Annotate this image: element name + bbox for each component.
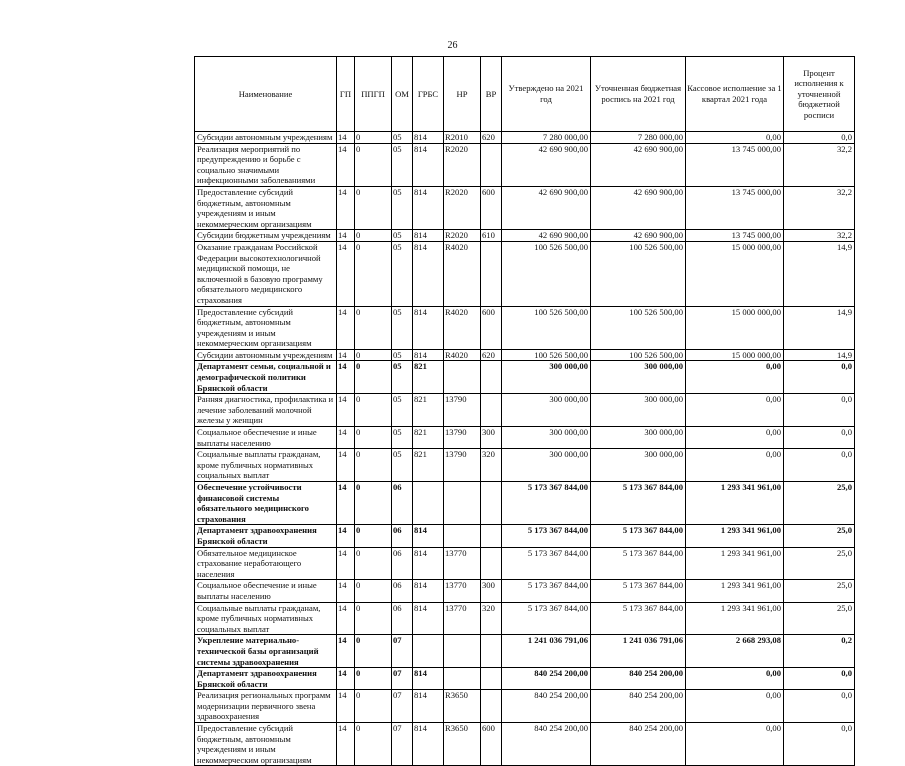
cell-om: 07: [392, 635, 413, 668]
cell-name: Департамент здравоохранения Брянской области: [195, 525, 337, 547]
cell-approved: 1 241 036 791,06: [502, 635, 591, 668]
cell-percent: 0,2: [784, 635, 855, 668]
cell-approved: 300 000,00: [502, 361, 591, 394]
cell-om: 07: [392, 668, 413, 690]
cell-refined: 5 173 367 844,00: [591, 525, 686, 547]
cell-percent: 0,0: [784, 449, 855, 482]
cell-gp: 14: [337, 547, 355, 580]
cell-approved: 7 280 000,00: [502, 132, 591, 144]
table-row: [195, 143, 855, 186]
cell-om: 07: [392, 723, 413, 766]
cell-approved: 300 000,00: [502, 427, 591, 449]
cell-ppgp: 0: [355, 668, 392, 690]
cell-grbs: 814: [413, 132, 444, 144]
cell-om: 05: [392, 306, 413, 349]
cell-vr: [481, 361, 502, 394]
cell-nr: 13770: [444, 580, 481, 602]
cell-cash: 1 293 341 961,00: [686, 602, 784, 635]
col-header-cash: Кассовое исполнение за 1 квартал 2021 года: [686, 57, 784, 132]
cell-nr: 13790: [444, 449, 481, 482]
cell-vr: [481, 668, 502, 690]
col-header-approved: Утверждено на 2021 год: [502, 57, 591, 132]
cell-approved: 5 173 367 844,00: [502, 602, 591, 635]
cell-refined: 840 254 200,00: [591, 690, 686, 723]
col-header-vr: ВР: [481, 57, 502, 132]
cell-grbs: 821: [413, 427, 444, 449]
cell-refined: 42 690 900,00: [591, 143, 686, 186]
cell-cash: 2 668 293,08: [686, 635, 784, 668]
cell-ppgp: 0: [355, 143, 392, 186]
cell-cash: 0,00: [686, 427, 784, 449]
table-row: [195, 349, 855, 361]
cell-om: 07: [392, 690, 413, 723]
table-row: [195, 427, 855, 449]
cell-vr: 300: [481, 580, 502, 602]
cell-refined: 100 526 500,00: [591, 241, 686, 306]
cell-refined: 300 000,00: [591, 427, 686, 449]
cell-cash: 0,00: [686, 361, 784, 394]
cell-nr: 13790: [444, 394, 481, 427]
cell-name: Департамент семьи, социальной и демографической политики Брянской области: [195, 361, 337, 394]
cell-om: 05: [392, 186, 413, 229]
cell-name: Предоставление субсидий бюджетным, автономным учреждениям и иным некоммерческим организациям: [195, 723, 337, 766]
cell-percent: 0,0: [784, 427, 855, 449]
cell-refined: 5 173 367 844,00: [591, 602, 686, 635]
cell-gp: 14: [337, 306, 355, 349]
cell-grbs: 814: [413, 547, 444, 580]
cell-grbs: 814: [413, 241, 444, 306]
cell-vr: 600: [481, 186, 502, 229]
cell-refined: 100 526 500,00: [591, 306, 686, 349]
col-header-name: Наименование: [195, 57, 337, 132]
cell-vr: [481, 482, 502, 525]
cell-cash: 1 293 341 961,00: [686, 547, 784, 580]
cell-cash: 1 293 341 961,00: [686, 525, 784, 547]
cell-om: 05: [392, 230, 413, 242]
cell-grbs: 814: [413, 186, 444, 229]
cell-vr: [481, 547, 502, 580]
cell-grbs: 814: [413, 668, 444, 690]
col-header-grbs: ГРБС: [413, 57, 444, 132]
cell-name: Субсидии бюджетным учреждениям: [195, 230, 337, 242]
cell-vr: [481, 394, 502, 427]
cell-gp: 14: [337, 525, 355, 547]
col-header-gp: ГП: [337, 57, 355, 132]
cell-vr: [481, 241, 502, 306]
cell-om: 05: [392, 449, 413, 482]
cell-approved: 42 690 900,00: [502, 186, 591, 229]
cell-approved: 100 526 500,00: [502, 306, 591, 349]
cell-vr: 600: [481, 723, 502, 766]
cell-om: 05: [392, 349, 413, 361]
cell-percent: 0,0: [784, 132, 855, 144]
cell-gp: 14: [337, 349, 355, 361]
cell-grbs: 814: [413, 230, 444, 242]
cell-approved: 840 254 200,00: [502, 690, 591, 723]
cell-percent: 32,2: [784, 143, 855, 186]
cell-grbs: 814: [413, 143, 444, 186]
table-row: [195, 690, 855, 723]
cell-gp: 14: [337, 668, 355, 690]
cell-gp: 14: [337, 132, 355, 144]
cell-approved: 100 526 500,00: [502, 349, 591, 361]
cell-approved: 840 254 200,00: [502, 723, 591, 766]
cell-nr: R2020: [444, 230, 481, 242]
cell-ppgp: 0: [355, 525, 392, 547]
cell-percent: 0,0: [784, 361, 855, 394]
cell-refined: 5 173 367 844,00: [591, 547, 686, 580]
cell-grbs: [413, 482, 444, 525]
cell-grbs: 821: [413, 394, 444, 427]
cell-nr: R3650: [444, 690, 481, 723]
cell-percent: 14,9: [784, 349, 855, 361]
cell-nr: 13770: [444, 602, 481, 635]
cell-gp: 14: [337, 186, 355, 229]
table-row: [195, 602, 855, 635]
cell-grbs: 821: [413, 449, 444, 482]
cell-gp: 14: [337, 143, 355, 186]
cell-approved: 42 690 900,00: [502, 143, 591, 186]
cell-approved: 300 000,00: [502, 394, 591, 427]
cell-name: Предоставление субсидий бюджетным, автономным учреждениям и иным некоммерческим организациям: [195, 306, 337, 349]
cell-refined: 1 241 036 791,06: [591, 635, 686, 668]
cell-name: Субсидии автономным учреждениям: [195, 349, 337, 361]
cell-name: Социальные выплаты гражданам, кроме публичных нормативных социальных выплат: [195, 449, 337, 482]
table-row: [195, 241, 855, 306]
cell-percent: 25,0: [784, 580, 855, 602]
cell-cash: 15 000 000,00: [686, 306, 784, 349]
cell-gp: 14: [337, 482, 355, 525]
cell-ppgp: 0: [355, 547, 392, 580]
cell-nr: R2020: [444, 186, 481, 229]
cell-name: Оказание гражданам Российской Федерации высокотехнологичной медицинской помощи, не включенной в базовую программу обязательного медицинского страхования: [195, 241, 337, 306]
cell-cash: 0,00: [686, 690, 784, 723]
cell-cash: 13 745 000,00: [686, 230, 784, 242]
cell-nr: R2010: [444, 132, 481, 144]
cell-refined: 300 000,00: [591, 361, 686, 394]
cell-nr: R4020: [444, 306, 481, 349]
cell-nr: R4020: [444, 349, 481, 361]
cell-percent: 25,0: [784, 525, 855, 547]
cell-vr: 610: [481, 230, 502, 242]
table-row: [195, 230, 855, 242]
table-row: [195, 525, 855, 547]
cell-cash: 13 745 000,00: [686, 186, 784, 229]
cell-ppgp: 0: [355, 635, 392, 668]
page-number: 26: [447, 40, 458, 51]
cell-approved: 5 173 367 844,00: [502, 525, 591, 547]
cell-vr: 320: [481, 449, 502, 482]
cell-approved: 300 000,00: [502, 449, 591, 482]
cell-vr: 620: [481, 132, 502, 144]
cell-vr: 300: [481, 427, 502, 449]
cell-percent: 0,0: [784, 394, 855, 427]
cell-om: 06: [392, 482, 413, 525]
cell-percent: 25,0: [784, 547, 855, 580]
cell-grbs: 814: [413, 306, 444, 349]
col-header-percent: Процент исполнения к уточненной бюджетной росписи: [784, 57, 855, 132]
table-row: [195, 723, 855, 766]
cell-refined: 840 254 200,00: [591, 723, 686, 766]
cell-name: Субсидии автономным учреждениям: [195, 132, 337, 144]
cell-nr: R2020: [444, 143, 481, 186]
cell-nr: 13790: [444, 427, 481, 449]
cell-cash: 0,00: [686, 449, 784, 482]
cell-grbs: 821: [413, 361, 444, 394]
cell-cash: 0,00: [686, 723, 784, 766]
cell-ppgp: 0: [355, 449, 392, 482]
cell-grbs: 814: [413, 723, 444, 766]
cell-ppgp: 0: [355, 361, 392, 394]
cell-refined: 100 526 500,00: [591, 349, 686, 361]
cell-refined: 7 280 000,00: [591, 132, 686, 144]
cell-gp: 14: [337, 241, 355, 306]
cell-gp: 14: [337, 427, 355, 449]
cell-refined: 42 690 900,00: [591, 230, 686, 242]
cell-grbs: 814: [413, 602, 444, 635]
table-row: [195, 306, 855, 349]
cell-ppgp: 0: [355, 132, 392, 144]
col-header-nr: НР: [444, 57, 481, 132]
cell-name: Социальные выплаты гражданам, кроме публичных нормативных социальных выплат: [195, 602, 337, 635]
cell-gp: 14: [337, 361, 355, 394]
cell-percent: 32,2: [784, 186, 855, 229]
cell-approved: 5 173 367 844,00: [502, 547, 591, 580]
cell-cash: 0,00: [686, 668, 784, 690]
cell-om: 05: [392, 361, 413, 394]
cell-nr: R3650: [444, 723, 481, 766]
cell-approved: 840 254 200,00: [502, 668, 591, 690]
cell-ppgp: 0: [355, 186, 392, 229]
cell-nr: R4020: [444, 241, 481, 306]
table-row: [195, 580, 855, 602]
table-row: [195, 547, 855, 580]
cell-name: Социальное обеспечение и иные выплаты населению: [195, 580, 337, 602]
cell-ppgp: 0: [355, 306, 392, 349]
cell-grbs: 814: [413, 525, 444, 547]
table-row: [195, 394, 855, 427]
cell-gp: 14: [337, 690, 355, 723]
cell-approved: 5 173 367 844,00: [502, 482, 591, 525]
cell-approved: 5 173 367 844,00: [502, 580, 591, 602]
cell-gp: 14: [337, 394, 355, 427]
cell-nr: 13770: [444, 547, 481, 580]
table-row: [195, 186, 855, 229]
cell-om: 06: [392, 602, 413, 635]
cell-vr: [481, 143, 502, 186]
cell-gp: 14: [337, 635, 355, 668]
col-header-refined: Уточненная бюджетная роспись на 2021 год: [591, 57, 686, 132]
cell-percent: 0,0: [784, 668, 855, 690]
cell-om: 06: [392, 525, 413, 547]
cell-refined: 300 000,00: [591, 394, 686, 427]
cell-om: 05: [392, 132, 413, 144]
cell-om: 06: [392, 580, 413, 602]
cell-cash: 0,00: [686, 132, 784, 144]
cell-cash: 0,00: [686, 394, 784, 427]
col-header-ppgp: ППГП: [355, 57, 392, 132]
cell-ppgp: 0: [355, 427, 392, 449]
cell-refined: 5 173 367 844,00: [591, 580, 686, 602]
header-row: [195, 57, 855, 132]
table-row: [195, 668, 855, 690]
cell-vr: [481, 525, 502, 547]
cell-ppgp: 0: [355, 482, 392, 525]
cell-name: Департамент здравоохранения Брянской области: [195, 668, 337, 690]
cell-ppgp: 0: [355, 580, 392, 602]
cell-ppgp: 0: [355, 723, 392, 766]
cell-name: Реализация мероприятий по предупреждению и борьбе с социально значимыми инфекционными заболеваниями: [195, 143, 337, 186]
cell-percent: 14,9: [784, 306, 855, 349]
cell-name: Социальное обеспечение и иные выплаты населению: [195, 427, 337, 449]
cell-nr: [444, 525, 481, 547]
cell-refined: 5 173 367 844,00: [591, 482, 686, 525]
cell-gp: 14: [337, 602, 355, 635]
cell-ppgp: 0: [355, 394, 392, 427]
cell-ppgp: 0: [355, 230, 392, 242]
cell-nr: [444, 482, 481, 525]
cell-approved: 42 690 900,00: [502, 230, 591, 242]
cell-om: 06: [392, 547, 413, 580]
cell-nr: [444, 361, 481, 394]
cell-gp: 14: [337, 580, 355, 602]
col-header-om: ОМ: [392, 57, 413, 132]
cell-grbs: 814: [413, 580, 444, 602]
cell-om: 05: [392, 427, 413, 449]
cell-nr: [444, 668, 481, 690]
cell-grbs: 814: [413, 349, 444, 361]
cell-vr: 320: [481, 602, 502, 635]
cell-refined: 300 000,00: [591, 449, 686, 482]
cell-ppgp: 0: [355, 602, 392, 635]
cell-percent: 0,0: [784, 690, 855, 723]
table-row: [195, 482, 855, 525]
cell-vr: 620: [481, 349, 502, 361]
cell-name: Ранняя диагностика, профилактика и лечение заболеваний молочной железы у женщин: [195, 394, 337, 427]
cell-vr: [481, 690, 502, 723]
cell-refined: 42 690 900,00: [591, 186, 686, 229]
cell-om: 05: [392, 394, 413, 427]
cell-name: Предоставление субсидий бюджетным, автономным учреждениям и иным некоммерческим организациям: [195, 186, 337, 229]
cell-cash: 15 000 000,00: [686, 241, 784, 306]
cell-om: 05: [392, 241, 413, 306]
cell-name: Обязательное медицинское страхование неработающего населения: [195, 547, 337, 580]
cell-approved: 100 526 500,00: [502, 241, 591, 306]
cell-refined: 840 254 200,00: [591, 668, 686, 690]
cell-cash: 1 293 341 961,00: [686, 482, 784, 525]
cell-percent: 25,0: [784, 602, 855, 635]
cell-ppgp: 0: [355, 349, 392, 361]
cell-percent: 25,0: [784, 482, 855, 525]
cell-gp: 14: [337, 230, 355, 242]
budget-table: [194, 56, 855, 766]
cell-cash: 15 000 000,00: [686, 349, 784, 361]
cell-ppgp: 0: [355, 690, 392, 723]
table-row: [195, 449, 855, 482]
cell-grbs: 814: [413, 690, 444, 723]
cell-om: 05: [392, 143, 413, 186]
cell-name: Реализация региональных программ модернизации первичного звена здравоохранения: [195, 690, 337, 723]
cell-gp: 14: [337, 723, 355, 766]
cell-percent: 32,2: [784, 230, 855, 242]
cell-name: Укрепление материально-технической базы организаций системы здравоохранения: [195, 635, 337, 668]
cell-vr: 600: [481, 306, 502, 349]
cell-ppgp: 0: [355, 241, 392, 306]
cell-cash: 1 293 341 961,00: [686, 580, 784, 602]
table-row: [195, 361, 855, 394]
cell-cash: 13 745 000,00: [686, 143, 784, 186]
cell-percent: 14,9: [784, 241, 855, 306]
table-row: [195, 132, 855, 144]
cell-gp: 14: [337, 449, 355, 482]
cell-percent: 0,0: [784, 723, 855, 766]
cell-name: Обеспечение устойчивости финансовой системы обязательного медицинского страхования: [195, 482, 337, 525]
